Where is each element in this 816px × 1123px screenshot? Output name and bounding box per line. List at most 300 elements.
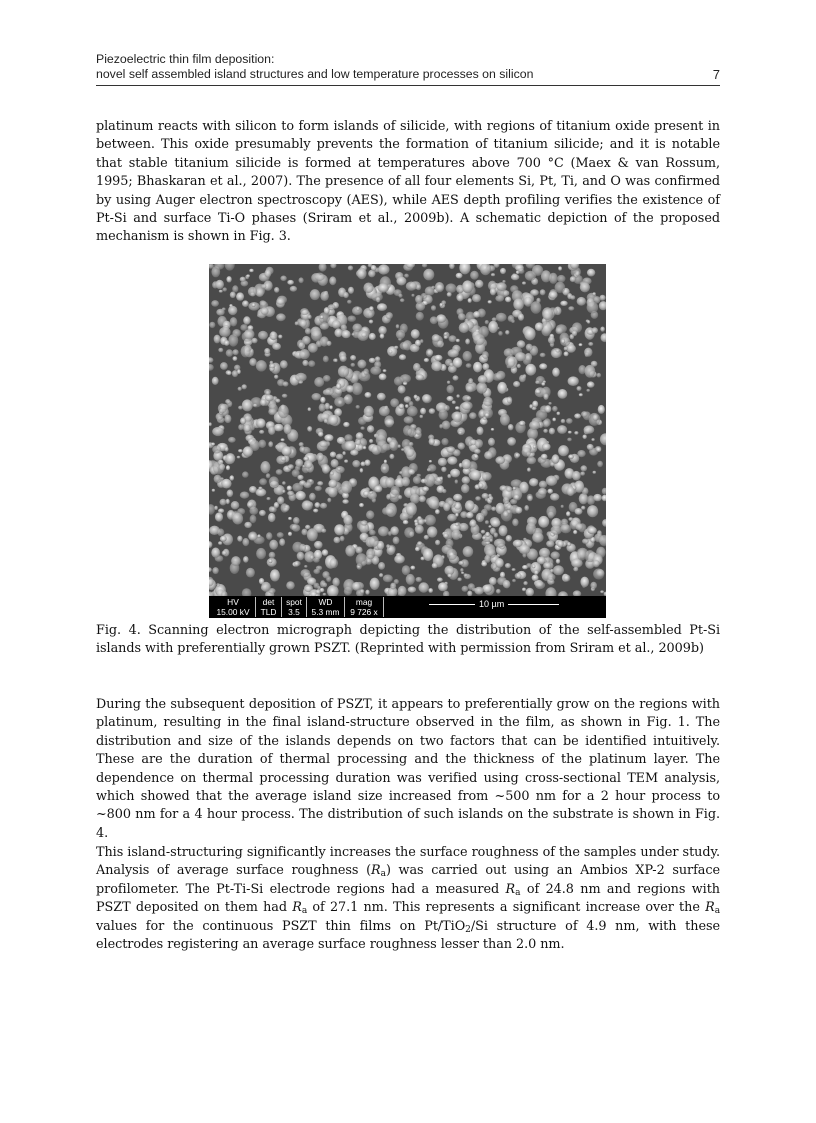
sem-grain [551,551,560,559]
sem-grain [297,340,304,349]
sem-grain [469,412,476,419]
sem-grain [518,313,524,320]
sem-grain [517,364,521,368]
sem-grain [297,552,305,561]
sem-grain [426,349,433,357]
sem-grain [474,449,481,454]
sem-grain [341,481,352,494]
sem-grain [522,447,532,457]
sem-grain [323,375,331,382]
sem-grain [295,321,299,325]
sem-grain [424,535,429,540]
sem-grain [292,483,303,492]
sem-grain [574,431,578,435]
sem-grain [423,269,434,281]
sem-grain [488,300,492,303]
sem-grain [514,494,520,500]
sem-grain [277,496,284,504]
sem-grain [513,298,524,310]
sem-grain [408,587,416,593]
sem-grain [518,268,524,274]
sem-grain [218,403,227,413]
sem-grain [243,556,249,563]
sem-grain [346,385,354,392]
sem-grain [261,582,271,592]
sem-grain [248,533,257,541]
sem-grain [575,508,583,515]
sem-grain [470,470,481,481]
sem-grain [567,542,571,546]
sem-grain [526,588,534,596]
sem-grain [352,582,361,591]
sem-grain [580,282,590,292]
sem-grain [393,537,400,545]
sem-grain [211,443,215,446]
sem-grain [377,303,387,311]
sem-grain [376,429,387,442]
sem-grain [547,574,555,581]
sem-grain [242,300,249,307]
sem-grain [485,413,490,417]
sem-grain [456,339,460,343]
sem-grain [522,565,528,569]
sem-grain [522,588,526,592]
sem-grain [352,324,362,332]
sem-grain [257,418,266,428]
sem-grain [276,298,285,305]
sem-grain [226,465,230,470]
sem-grain [299,349,310,359]
sem-grain [321,529,326,533]
sem-grain [415,525,424,534]
det-column: det TLD [256,597,282,617]
sem-grain [351,363,356,367]
sem-grain [463,351,472,361]
sem-grain [277,532,284,538]
sem-grain [561,419,566,423]
sem-grain [535,389,541,394]
sem-grain [220,536,227,542]
sem-grain [242,384,247,389]
sem-grain [577,297,586,306]
sem-grain [328,415,339,426]
sem-grain [228,437,236,443]
sem-grain [329,405,332,409]
sem-grain [418,582,429,592]
sem-grain [552,368,560,377]
sem-grain [222,287,227,291]
sem-grain [406,502,417,515]
sem-grain [456,273,463,279]
sem-grain [257,534,260,537]
sem-grain [369,358,376,363]
sem-grain [225,453,235,464]
sem-grain [330,558,339,568]
sem-grain [368,270,375,278]
sem-grain [552,406,558,412]
sem-grain [513,487,517,490]
sem-grain [557,540,564,547]
sem-grain [399,404,405,410]
sem-grain [507,397,513,404]
sem-grain [299,320,306,328]
sem-grain [288,464,294,469]
sem-grain [281,456,287,461]
sem-grain [526,523,536,535]
sem-grain [527,468,531,472]
sem-grain [283,381,289,386]
sem-grain [485,532,490,537]
sem-grain [588,342,593,346]
sem-grain [363,369,369,376]
sem-grain [313,558,320,563]
sem-grain [336,383,341,389]
sem-grain [564,351,569,356]
sem-grain [464,573,468,577]
sem-grain [450,469,460,478]
sem-grain [383,575,393,583]
sem-grain [242,538,249,546]
sem-grain [447,456,457,464]
sem-grain [532,401,538,408]
sem-grain [416,312,424,321]
sem-grain [405,404,409,408]
sem-grain [593,414,599,421]
sem-grain [337,467,341,470]
sem-grain [411,294,414,297]
sem-grain [269,363,275,368]
sem-grain [315,486,322,491]
sem-grain [293,517,300,524]
sem-grain [310,555,314,559]
sem-grain [592,327,598,333]
sem-grain [338,366,349,378]
sem-grain [237,536,242,542]
sem-grain [343,422,349,427]
sem-grain [379,406,390,416]
sem-grain [400,298,405,302]
sem-grain [287,280,294,285]
sem-grain [360,589,364,593]
sem-grain [390,398,399,407]
sem-grain [356,405,360,409]
sem-grain [407,406,418,417]
sem-grain [423,548,433,561]
sem-grain [552,418,556,422]
sem-grain [299,442,304,447]
sem-grain [485,320,489,324]
sem-grain [515,352,526,361]
sem-grain [442,489,446,493]
sem-grain [304,482,312,488]
sem-grain [394,346,398,349]
sem-grain [295,459,303,467]
sem-grain [390,583,396,590]
sem-grain [244,424,251,432]
sem-grain [447,549,457,560]
sem-grain [546,540,554,547]
sem-grain [378,326,386,335]
sem-grain [281,438,285,441]
sem-grain [455,406,459,409]
sem-grain [587,381,595,387]
sem-grain [511,274,519,280]
sem-grain [342,330,351,338]
sem-grain [574,413,581,418]
sem-grain [462,401,473,410]
sem-grain [483,397,492,407]
sem-grain [465,500,475,511]
sem-grain [449,335,457,342]
sem-grain [403,520,409,524]
sem-grain [570,295,575,300]
sem-grain [455,480,458,484]
sem-grain [274,375,278,379]
sem-grain [466,363,472,368]
sem-grain [459,323,469,334]
sem-grain [316,453,323,462]
sem-grain [324,419,328,424]
sem-grain [219,290,223,293]
sem-grain [217,529,224,537]
sem-grain [444,336,448,339]
sem-grain [218,348,223,353]
sem-grain [466,396,471,400]
sem-grain [437,578,443,582]
sem-grain [342,451,345,455]
hv-column: HV 15.00 kV [211,597,256,617]
sem-grain [482,472,492,481]
sem-grain [225,399,230,404]
sem-grain [417,541,422,545]
sem-grain [236,292,244,300]
mag-column: mag 9 726 x [345,597,384,617]
sem-grain [230,292,236,299]
sem-grain [394,555,405,564]
sem-grain [401,448,405,451]
sem-grain [420,415,424,418]
sem-grain [534,570,538,575]
sem-grain [430,316,438,324]
sem-grain [308,315,312,319]
sem-grain [267,497,271,500]
sem-grain [357,268,367,279]
sem-grain [580,472,585,476]
sem-grain [579,393,583,396]
sem-grain [462,280,473,293]
sem-grain [429,460,432,463]
sem-grain [325,388,334,396]
sem-grain [279,538,285,546]
sem-grain [370,578,380,590]
sem-grain [413,476,421,484]
sem-grain [444,333,447,336]
sem-grain [415,427,421,435]
sem-grain [341,325,347,331]
sem-grain [406,574,415,585]
sem-grain [468,298,472,303]
sem-grain [232,513,243,525]
sem-grain [515,507,522,514]
sem-grain [340,536,345,542]
sem-grain [556,559,560,564]
sem-grain [241,345,251,357]
sem-grain [282,446,292,456]
sem-grain [556,327,564,334]
sem-grain [256,548,266,559]
sem-grain [364,406,374,417]
sem-grain [496,282,506,291]
sem-grain [250,440,260,451]
sem-grain [472,294,481,302]
sem-grain [593,471,597,474]
sem-grain [358,445,364,451]
sem-grain [396,277,406,286]
sem-grain [408,469,415,475]
sem-grain [453,357,463,367]
sem-grain [506,486,512,491]
sem-grain [379,373,387,380]
sem-grain [484,451,493,459]
sem-grain [577,549,586,560]
sem-grain [567,486,575,496]
sem-grain [220,362,228,370]
sem-grain [478,375,488,383]
sem-grain [597,373,602,378]
sem-grain [308,407,311,411]
sem-grain [505,297,511,303]
sem-grain [481,530,486,534]
sem-grain [482,536,486,539]
sem-grain [219,327,230,337]
sem-grain [344,460,348,463]
sem-grain [301,529,307,536]
sem-grain [453,494,462,501]
page-number: 7 [712,67,720,82]
sem-grain [212,427,224,436]
sem-grain [243,316,250,324]
sem-grain [252,303,256,307]
sem-grain [422,394,432,403]
sem-grain [327,498,331,503]
sem-grain [283,507,289,512]
sem-grain [269,540,278,550]
sem-grain [256,360,267,371]
sem-grain [244,522,252,528]
sem-grain [496,589,501,594]
sem-grain [453,375,459,380]
sem-grain [432,334,440,342]
sem-grain [455,523,459,527]
sem-grain [319,440,328,447]
sem-grain [259,478,267,485]
sem-grain [425,474,436,487]
sem-grain [270,569,280,581]
header-rule [96,85,720,86]
sem-grain [596,447,601,452]
sem-grain [427,526,437,537]
sem-grain [288,517,292,520]
sem-grain [494,532,498,537]
sem-grain [584,348,592,357]
sem-grain [365,460,371,466]
sem-grain [336,454,343,460]
sem-grain [441,438,448,445]
sem-grain [548,336,555,343]
sem-grain [478,517,482,522]
sem-grain [596,569,604,577]
sem-grain [334,524,345,535]
sem-grain [295,373,306,382]
sem-grain [282,490,285,493]
sem-grain [435,540,440,546]
sem-grain [494,539,505,548]
sem-grain [410,494,420,504]
sem-grain [582,539,589,544]
sem-grain [260,399,267,406]
sem-grain [576,523,584,530]
sem-grain [447,514,457,522]
sem-grain [228,306,237,315]
sem-grain [447,396,454,401]
sem-grain [485,520,489,524]
sem-grain [448,349,459,357]
sem-grain [350,355,356,361]
sem-grain [539,481,547,489]
sem-grain [539,548,550,558]
sem-grain [248,287,257,297]
sem-grain [338,400,343,405]
sem-grain [400,342,409,350]
sem-grain [489,577,497,585]
sem-grain [549,428,555,435]
sem-grain [344,394,353,404]
sem-grain [315,273,325,281]
sem-grain [473,334,485,345]
sem-grain [328,480,337,488]
ra-symbol: R [371,863,381,879]
sem-grain [404,274,409,278]
sem-grain [446,539,454,548]
sem-grain [404,396,411,403]
sem-grain [265,269,272,277]
sem-grain [568,431,572,434]
sem-grain [332,578,339,587]
sem-grain [560,301,567,306]
sem-grain [305,525,310,530]
sem-grain [500,414,510,426]
sem-grain [352,460,360,467]
sem-grain [314,541,323,548]
sem-grain [320,291,329,301]
sem-grain [452,401,456,405]
sem-grain [447,385,455,394]
sem-grain [444,405,450,411]
sem-grain [366,549,375,560]
sem-grain [458,561,464,565]
sem-grain [398,385,406,393]
sem-grain [369,439,373,443]
sem-grain [530,289,539,296]
sem-grain [495,295,504,302]
sem-grain [266,473,271,478]
sem-grain [226,276,231,282]
sem-grain [238,387,242,391]
sem-grain [398,586,407,596]
sem-grain [413,363,421,371]
sem-grain [359,503,364,507]
sem-grain [258,487,262,490]
